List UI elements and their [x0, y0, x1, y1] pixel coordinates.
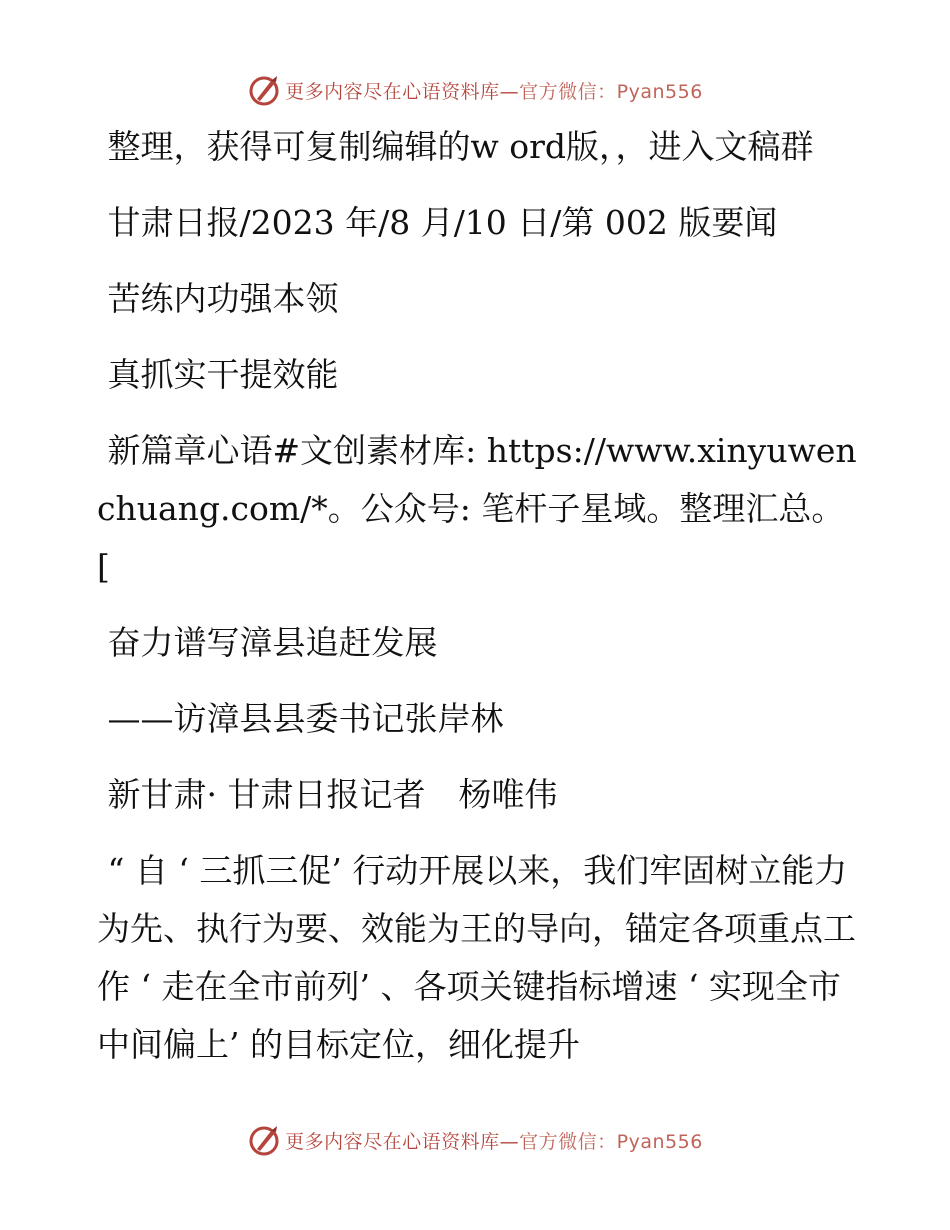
banner-text: 更多内容尽在心语资料库—官方微信：Pyan556 [285, 1130, 703, 1153]
article-byline: 新甘肃· 甘肃日报记者 杨唯伟 [97, 775, 558, 814]
quill-pen-logo-icon [247, 73, 281, 107]
footer-banner [0, 1120, 950, 1160]
article-title: 奋力谱写漳县追赶发展 [97, 623, 438, 662]
document-body [97, 118, 857, 1074]
headline-line-2: 真抓实干提效能 [97, 355, 339, 394]
article-body-paragraph: “ 自 ‘ 三抓三促’ 行动开展以来，我们牢固树立能力为先、执行为要、效能为王的导向，锚定各项重点工作 ‘ 走在全市前列’ 、各项关键指标增速 ‘ 实现全市中间偏上’ 的目标定位，细化提升 [97, 851, 856, 1064]
article-subtitle: ——访漳县县委书记张岸林 [97, 699, 504, 738]
paragraph-intro: 整理，获得可复制编辑的w ord版，，进入文稿群 [97, 127, 814, 166]
banner-text: 更多内容尽在心语资料库—官方微信：Pyan556 [285, 80, 703, 103]
paragraph-source: 甘肃日报/2023 年/8 月/10 日/第 002 版要闻 [97, 203, 778, 242]
header-banner [0, 70, 950, 110]
quill-pen-logo-icon [247, 1123, 281, 1157]
headline-line-1: 苦练内功强本领 [97, 279, 339, 318]
paragraph-notice: 新篇章心语#文创素材库: https://www.xinyuwenchuang.com/*。公众号: 笔杆子星域。整理汇总。[ [97, 431, 857, 586]
